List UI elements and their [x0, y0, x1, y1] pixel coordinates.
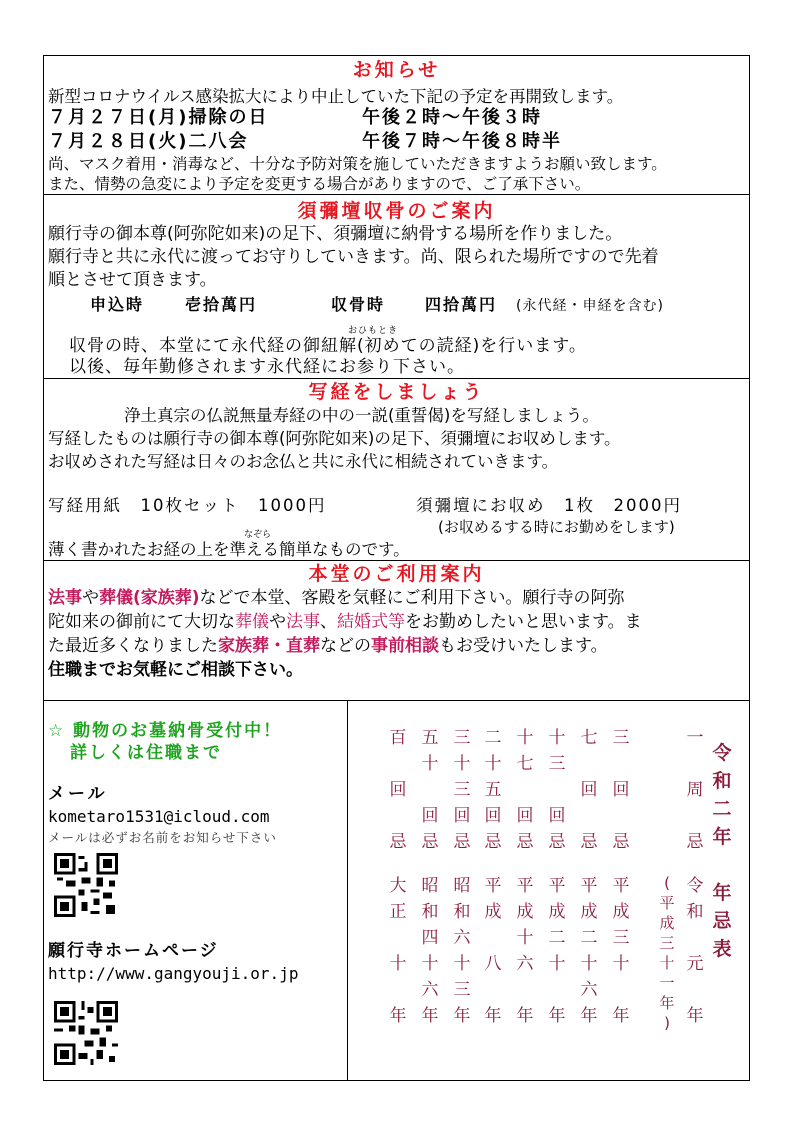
text-line: [48, 540, 410, 560]
text-line: 以後、毎年勤修されます永代経にお参り下さい。: [69, 357, 465, 377]
highlight-text: 事前相談: [371, 636, 439, 656]
contact-panel: [44, 701, 348, 1081]
highlight-text: 法事: [286, 612, 320, 632]
notice-section: [44, 195, 749, 379]
memorial-year: 昭 和 四 十 六 年: [421, 876, 439, 1026]
memorial-kind: 一 周 忌: [686, 728, 704, 852]
text-line: 順とさせて頂きます。: [48, 270, 217, 290]
text-part: 陀如来の御前にて大切な: [48, 612, 235, 632]
text-line: また、情勢の急変により予定を変更する場合がありますので、ご了承下さい。: [48, 175, 591, 193]
text-part: 収骨の時、本堂にて永代経の: [69, 336, 303, 356]
fee-amount: 壱拾萬円: [185, 295, 258, 314]
text-part: える簡単なものです。: [246, 540, 410, 559]
text-line: [48, 588, 625, 608]
event-time: 午後２時～午後３時: [362, 107, 542, 128]
fee-amount: 四拾萬円: [425, 295, 498, 314]
memorial-kind: 二 十 五 回 忌: [484, 728, 502, 852]
highlight-text: 結婚式等: [337, 612, 405, 632]
text-part: などで本堂、客殿を気軽にご利用下さい。願行寺の阿弥: [199, 588, 625, 608]
text-part: や: [269, 612, 286, 632]
memorial-kind: 三 十 三 回 忌: [453, 728, 471, 852]
ruby-text: なぞら: [244, 530, 272, 540]
fee-label: 収骨時: [331, 295, 386, 314]
memorial-kind: 十 七 回 忌: [516, 728, 534, 852]
price-line: 須彌壇にお収め 1枚 2000円: [416, 496, 682, 515]
text-part: や: [82, 588, 99, 608]
memorial-kind: 百 回 忌: [389, 728, 407, 852]
notice-section: [44, 56, 749, 195]
homepage-url[interactable]: http://www.gangyouji.or.jp: [48, 964, 299, 983]
fee-label: 申込時: [90, 295, 145, 314]
memorial-year: 令 和 元 年: [686, 876, 704, 1026]
section-title: 写経をしましょう: [308, 381, 485, 403]
memorial-year: 平 成 三 十 年: [612, 876, 630, 1026]
qr-code-homepage: [54, 1001, 118, 1065]
text-part: などの: [320, 636, 371, 656]
highlight-text: 葬儀: [235, 612, 269, 632]
text-line: 浄土真宗の仏説無量寿経の中の一説(重誓偈)を写経しましょう。: [124, 406, 599, 425]
memorial-year: 大 正 十 年: [389, 876, 407, 1026]
text-part: た最近多くなりました: [48, 636, 218, 656]
text-line: [48, 612, 642, 632]
homepage-label: 願行寺ホームページ: [48, 941, 219, 961]
text-line: お収めされた写経は日々のお念仏と共に永代に相続されていきます。: [48, 452, 559, 471]
memorial-title: 令 和 二 年 年 忌 表: [712, 742, 732, 960]
price-line: 写経用紙 10枚セット 1000円: [48, 496, 327, 515]
price-note: (お収めるする時にお勤めをします): [438, 518, 675, 536]
text-part: 、: [320, 612, 337, 632]
memorial-year: 平 成 八 年: [484, 876, 502, 1026]
event-day: ７月２７日(月)掃除の日: [48, 107, 269, 128]
text-line: 願行寺と共に永代に渡ってお守りしていきます。尚、限られた場所ですので先着: [48, 247, 659, 267]
text-part: をお勤めしたいと思います。ま: [405, 612, 642, 632]
memorial-table: [349, 701, 749, 1081]
text-line: [48, 636, 608, 656]
memorial-kind: 三 回 忌: [612, 728, 630, 852]
ruby-text: おひもとき: [348, 326, 399, 336]
text-line: [69, 336, 587, 356]
memorial-year-note: ( 平 成 三 十 一 年 ): [659, 874, 675, 1032]
notice-frame: [43, 55, 750, 1081]
memorial-kind: 十 三 回 忌: [548, 728, 566, 852]
text-line: 尚、マスク着用・消毒など、十分な予防対策を施していただきますようお願い致します。: [48, 155, 667, 173]
text-part: 薄く書かれたお経の上を: [48, 540, 230, 559]
text-line: 住職までお気軽にご相談下さい。: [48, 660, 303, 680]
qr-code-mail: [54, 853, 118, 917]
memorial-kind: 五 十 回 忌: [421, 728, 439, 852]
mail-label: メール: [48, 784, 108, 804]
text-part: もお受けいたします。: [439, 636, 608, 656]
fee-note: (永代経・申経を含む): [516, 298, 664, 314]
event-day: ７月２８日(火)二八会: [48, 131, 249, 152]
highlight-text: 葬儀(家族葬): [99, 588, 200, 608]
pet-notice: 詳しくは住職まで: [70, 743, 222, 763]
text-part: 御紐解: [303, 336, 357, 356]
text-line: 写経したものは願行寺の御本尊(阿弥陀如来)の足下、須彌壇にお収めします。: [48, 429, 621, 448]
section-title: 本堂のご利用案内: [308, 563, 485, 585]
memorial-year: 平 成 十 六 年: [516, 876, 534, 1026]
text-part: 準: [229, 540, 246, 559]
mail-note: メールは必ずお名前をお知らせ下さい: [48, 830, 277, 845]
text-line: 願行寺の御本尊(阿弥陀如来)の足下、須彌壇に納骨する場所を作りました。: [48, 224, 623, 244]
highlight-text: 法事: [48, 588, 82, 608]
memorial-year: 昭 和 六 十 三 年: [453, 876, 471, 1026]
notice-section: [44, 379, 749, 561]
text-part: (初めての読経)を行います。: [357, 336, 587, 356]
event-time: 午後７時～午後８時半: [362, 131, 562, 152]
memorial-year: 平 成 二 十 年: [548, 876, 566, 1026]
mail-address[interactable]: kometaro1531@icloud.com: [48, 807, 270, 826]
section-title: 須彌壇収骨のご案内: [297, 200, 496, 222]
section-title: お知らせ: [352, 59, 441, 81]
memorial-kind: 七 回 忌: [580, 728, 598, 852]
memorial-year: 平 成 二 十 六 年: [580, 876, 598, 1026]
highlight-text: 家族葬・直葬: [218, 636, 320, 656]
notice-section: [44, 561, 749, 701]
text-line: 新型コロナウイルス感染拡大により中止していた下記の予定を再開致します。: [48, 87, 624, 106]
pet-notice: ☆ 動物のお墓納骨受付中！: [48, 721, 283, 741]
